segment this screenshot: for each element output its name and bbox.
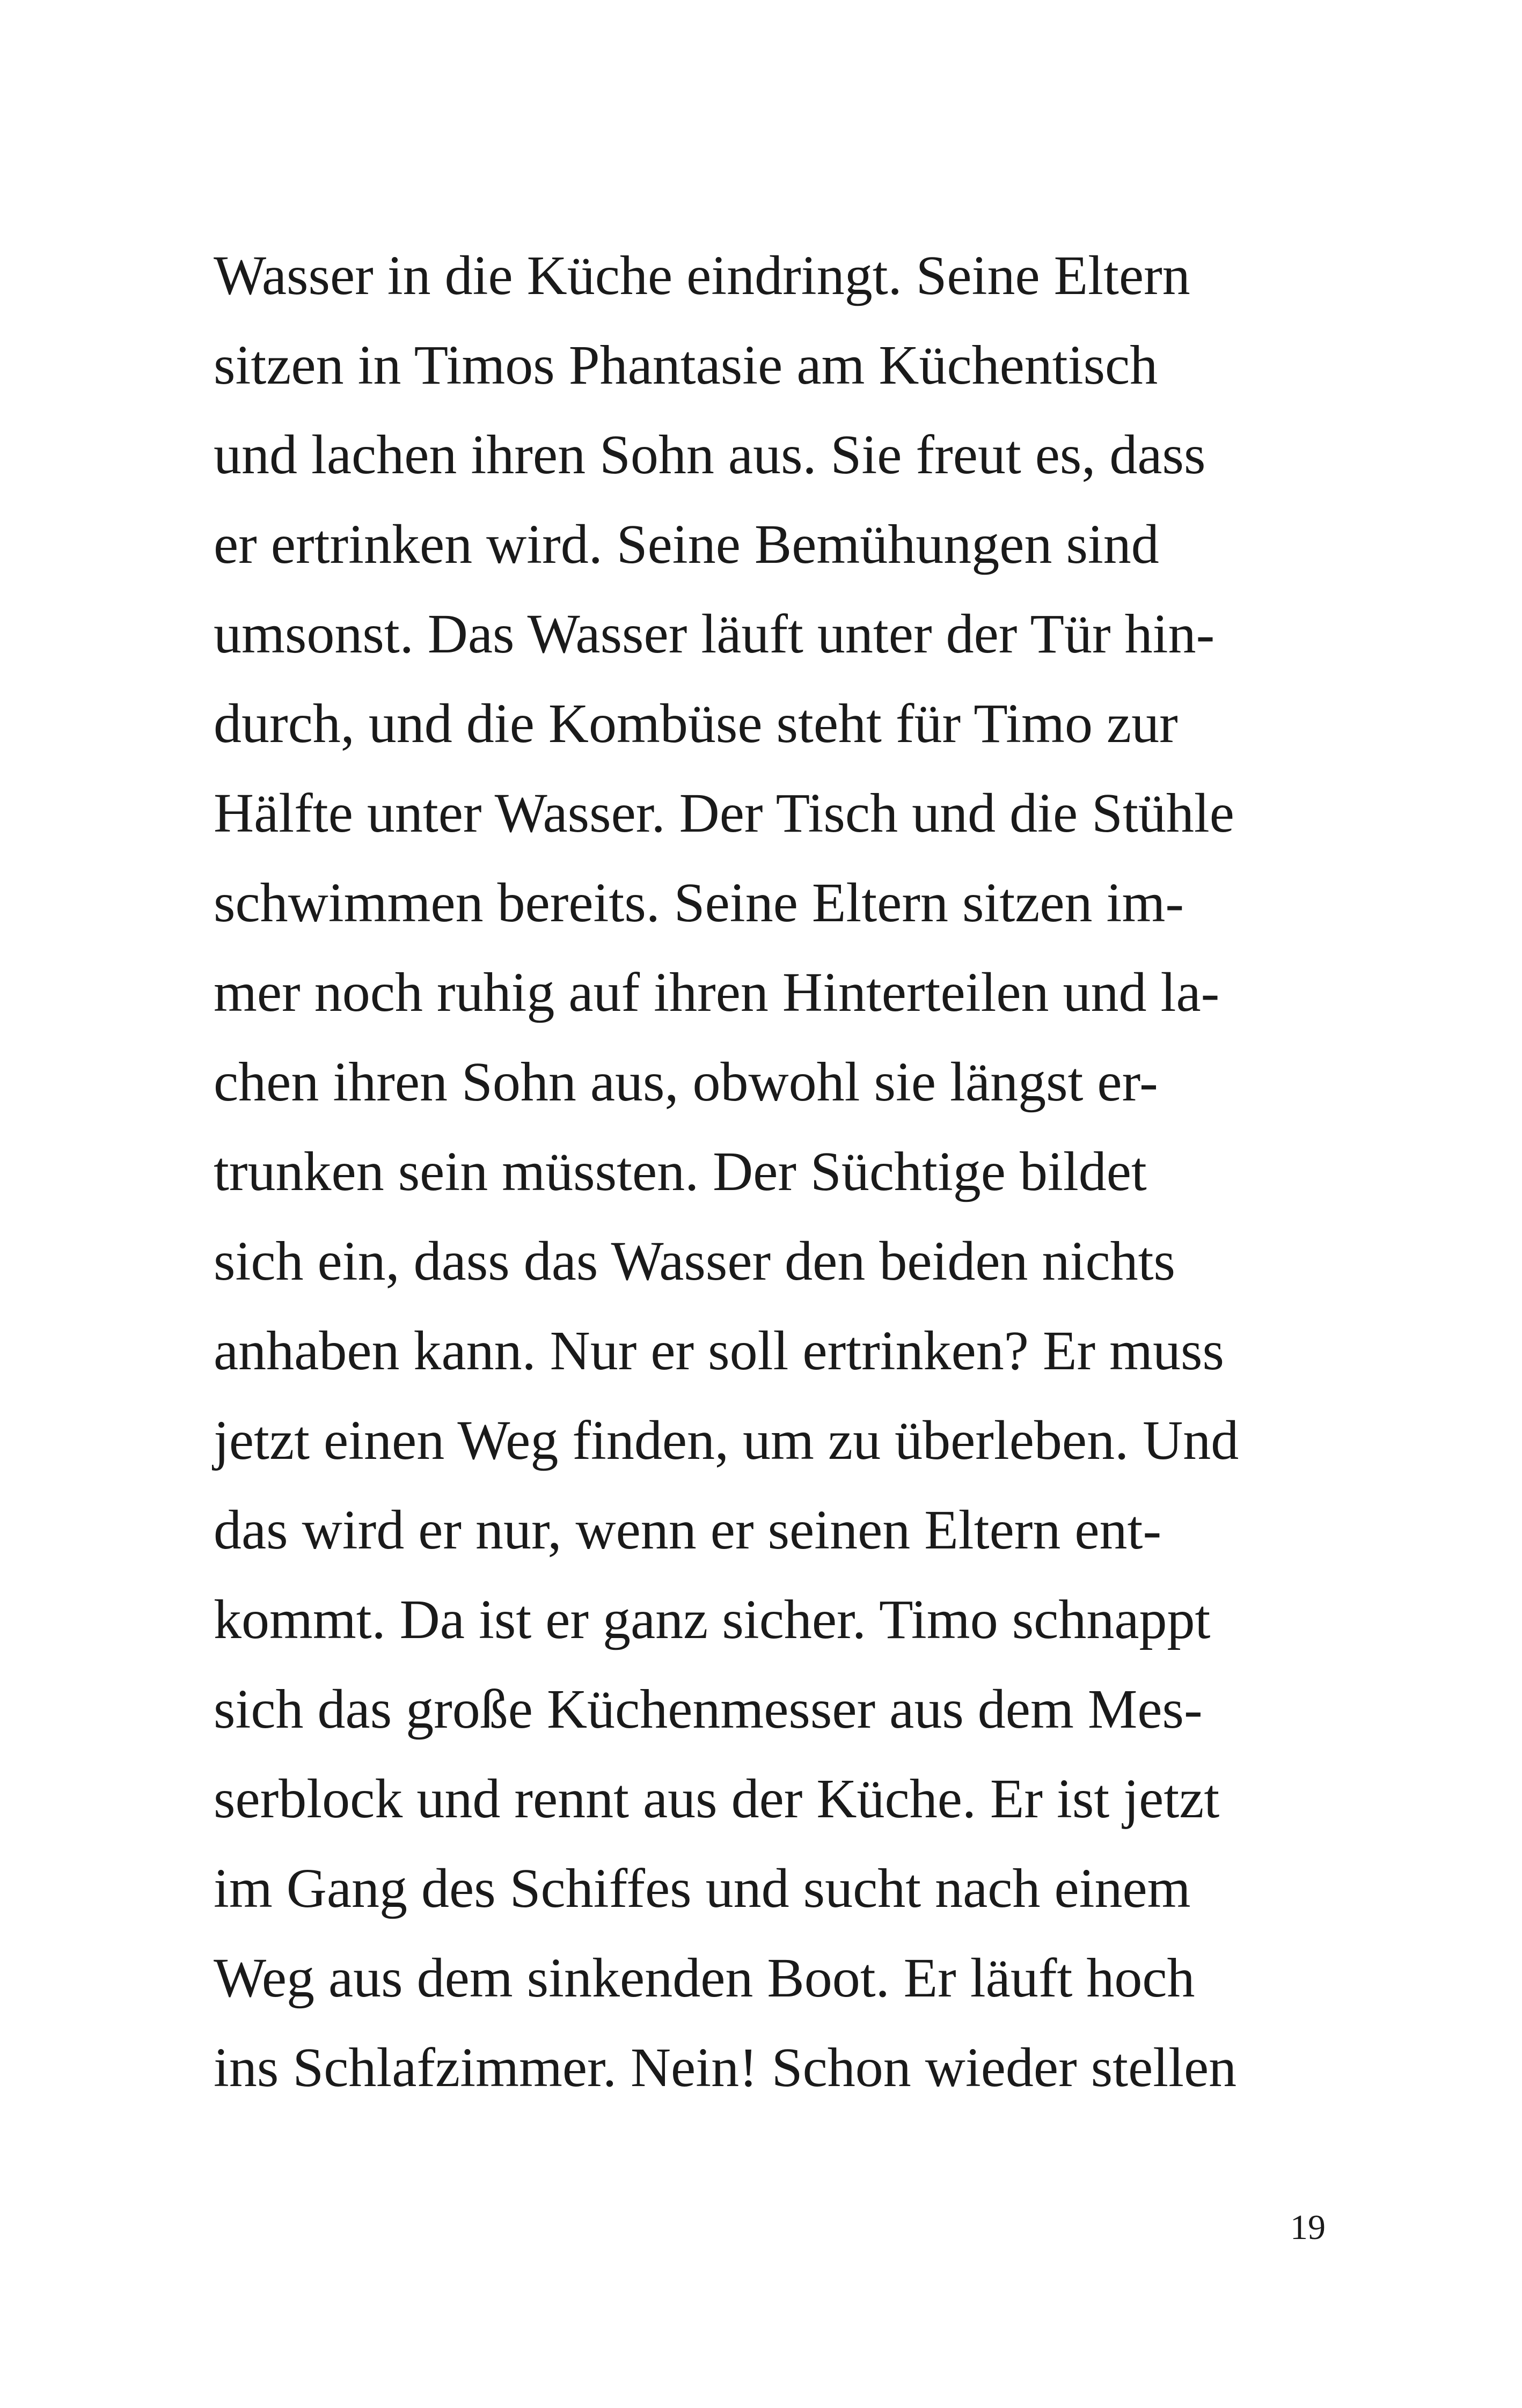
body-text xyxy=(214,231,1330,2112)
text-line: umsonst. Das Wasser läuft unter der Tür hin- xyxy=(214,603,1215,665)
text-line: chen ihren Sohn aus, obwohl sie längst er- xyxy=(214,1051,1158,1113)
text-line: ins Schlafzimmer. Nein! Schon wieder stellen xyxy=(214,2037,1237,2098)
text-line: mer noch ruhig auf ihren Hinterteilen und la- xyxy=(214,961,1220,1023)
page-number: 19 xyxy=(1290,2208,1326,2247)
text-line: jetzt einen Weg finden, um zu überleben. Und xyxy=(214,1409,1239,1471)
text-line: und lachen ihren Sohn aus. Sie freut es, dass xyxy=(214,424,1206,486)
text-line: Wasser in die Küche eindringt. Seine Eltern xyxy=(214,245,1190,306)
text-line: er ertrinken wird. Seine Bemühungen sind xyxy=(214,513,1159,575)
text-line: sich ein, dass das Wasser den beiden nichts xyxy=(214,1230,1175,1292)
text-line: das wird er nur, wenn er seinen Eltern ent- xyxy=(214,1499,1162,1561)
text-line: im Gang des Schiffes und sucht nach einem xyxy=(214,1858,1191,1919)
text-line: serblock und rennt aus der Küche. Er ist jetzt xyxy=(214,1768,1220,1830)
text-line: schwimmen bereits. Seine Eltern sitzen im- xyxy=(214,872,1184,934)
text-line: sitzen in Timos Phantasie am Küchentisch xyxy=(214,334,1158,396)
text-line: sich das große Küchenmesser aus dem Mes- xyxy=(214,1678,1203,1740)
text-line: anhaben kann. Nur er soll ertrinken? Er muss xyxy=(214,1320,1224,1382)
text-line: Hälfte unter Wasser. Der Tisch und die Stühle xyxy=(214,782,1234,844)
text-line: kommt. Da ist er ganz sicher. Timo schnappt xyxy=(214,1589,1211,1650)
text-line: Weg aus dem sinkenden Boot. Er läuft hoch xyxy=(214,1947,1195,2009)
text-line: durch, und die Kombüse steht für Timo zur xyxy=(214,693,1178,754)
text-line: trunken sein müssten. Der Süchtige bildet xyxy=(214,1141,1147,1202)
